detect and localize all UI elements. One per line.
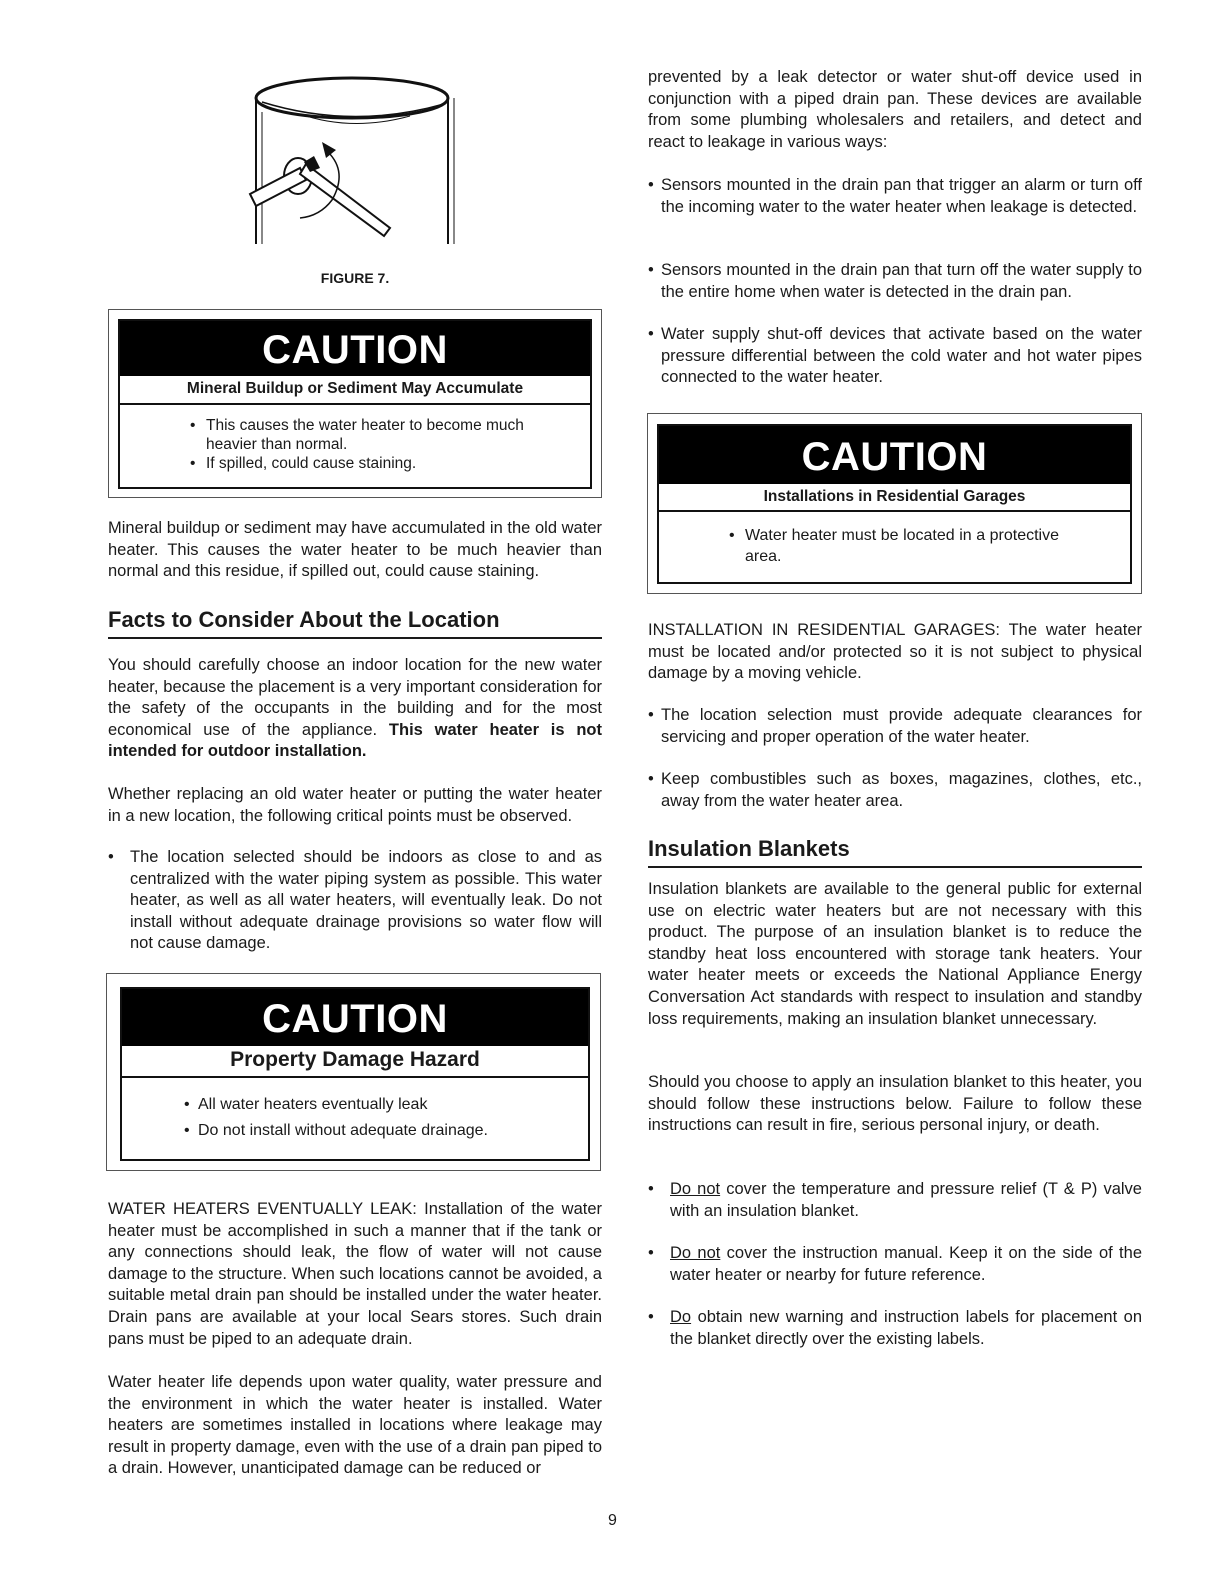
list-item: • Do obtain new warning and instruction labels for placement on the blanket directly over the existing labels. bbox=[648, 1308, 1142, 1348]
caution-header: CAUTION bbox=[120, 321, 590, 376]
caution-subtitle: Property Damage Hazard bbox=[122, 1046, 588, 1078]
list-item: • Sensors mounted in the drain pan that trigger an alarm or turn off the incoming water to the water heater when leakage is detected. bbox=[648, 176, 1142, 216]
caution-item: • This causes the water heater to become much heavier than normal. bbox=[190, 417, 524, 453]
caution-box-residential-garages bbox=[647, 413, 1142, 594]
caution-subtitle: Installations in Residential Garages bbox=[659, 484, 1130, 512]
list-item: • Water supply shut-off devices that activate based on the water pressure differential between the cold water and hot water pipes connected to the water heater. bbox=[648, 325, 1142, 387]
figure-7-illustration bbox=[240, 72, 470, 250]
list-item: • Do not cover the temperature and pressure relief (T & P) valve with an insulation blanket. bbox=[648, 1180, 1142, 1220]
list-item: • The location selected should be indoors as close to and as centralized with the water piping system as possible. This water heater, as well as all water heaters, will eventually leak. Do not install without adequate drainage provisions so water flow will not cause damage. bbox=[108, 848, 602, 953]
paragraph: Should you choose to apply an insulation blanket to this heater, you should follow these instructions below. Failure to follow these instructions can result in fire, serious personal injury, or death. bbox=[648, 1073, 1142, 1135]
caution-box-property-damage bbox=[106, 973, 601, 1171]
paragraph: Water heater life depends upon water quality, water pressure and the environment in which the water heater is installed. Water heaters are sometimes installed in locations where leakage may result in property damage, even with the use of a drain pan piped to a drain. However, unanticipated damage can be reduced or bbox=[108, 1373, 602, 1478]
list-item: • Do not cover the instruction manual. Keep it on the side of the water heater or nearby for future reference. bbox=[648, 1244, 1142, 1284]
paragraph: WATER HEATERS EVENTUALLY LEAK: Installation of the water heater must be accomplished in such a manner that if the tank or any connections should leak, the flow of water will not cause damage to the structure. When such locations cannot be avoided, a suitable metal drain pan should be installed under the water heater. Drain pans are available at your local Sears stores. Such drain pans must be piped to an adequate drain. bbox=[108, 1200, 602, 1348]
paragraph: INSTALLATION IN RESIDENTIAL GARAGES: The water heater must be located and/or protected so it is not subject to physical damage by a moving vehicle. bbox=[648, 621, 1142, 683]
paragraph: Mineral buildup or sediment may have accumulated in the old water heater. This causes the water heater to be much heavier than normal and this residue, if spilled out, could cause staining. bbox=[108, 519, 602, 581]
list-item: • The location selection must provide adequate clearances for servicing and proper operation of the water heater. bbox=[648, 706, 1142, 746]
caution-item: • Water heater must be located in a protective area. bbox=[729, 527, 1059, 565]
bold-statement: This water heater is not intended for outdoor installation. bbox=[108, 720, 603, 761]
caution-subtitle: Mineral Buildup or Sediment May Accumulate bbox=[120, 376, 590, 405]
paragraph: prevented by a leak detector or water shut-off device used in conjunction with a piped drain pan. These devices are available from some plumbing wholesalers and retailers, and detect and react to leakage in various ways: bbox=[648, 68, 1142, 151]
caution-item: • Do not install without adequate drainage. bbox=[184, 1122, 488, 1139]
caution-item: • All water heaters eventually leak bbox=[184, 1096, 428, 1113]
paragraph: Whether replacing an old water heater or putting the water heater in a new location, the following critical points must be observed. bbox=[108, 785, 602, 825]
paragraph: You should carefully choose an indoor location for the new water heater, because the placement is a very important consideration for the safety of the occupants in the building and for the most economical use of the appliance. This water heater is not intended for outdoor installation. bbox=[108, 656, 603, 761]
page-number: 9 bbox=[608, 1512, 617, 1529]
list-item: • Keep combustibles such as boxes, magazines, clothes, etc., away from the water heater area. bbox=[648, 770, 1142, 810]
list-item: • Sensors mounted in the drain pan that turn off the water supply to the entire home when water is detected in the drain pan. bbox=[648, 261, 1142, 301]
caution-item: • If spilled, could cause staining. bbox=[190, 455, 417, 472]
caution-header: CAUTION bbox=[659, 426, 1130, 484]
caution-header: CAUTION bbox=[122, 989, 588, 1046]
caution-box-mineral-buildup bbox=[108, 309, 602, 498]
section-heading-insulation: Insulation Blankets bbox=[648, 836, 1142, 868]
figure-caption: FIGURE 7. bbox=[320, 270, 390, 286]
section-heading-location: Facts to Consider About the Location bbox=[108, 607, 602, 639]
paragraph: Insulation blankets are available to the general public for external use on electric water heaters but are not necessary with this product. The purpose of an insulation blanket is to reduce the standby heat loss encountered with storage tank heaters. Your water heater meets or exceeds the National Appliance Energy Conversation Act standards with respect to insulation and standby loss requirements, making an insulation blanket unnecessary. bbox=[648, 880, 1142, 1028]
